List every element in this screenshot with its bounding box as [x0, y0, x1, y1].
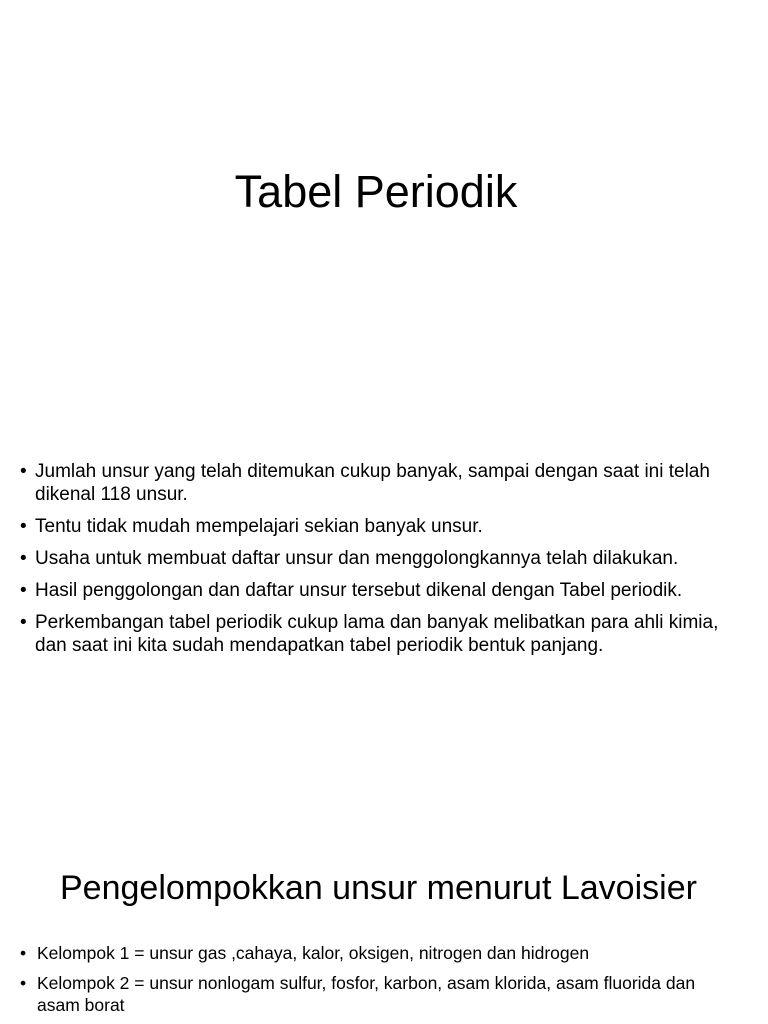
- list-item-text: Usaha untuk membuat daftar unsur dan menggolongkannya telah dilakukan.: [35, 548, 679, 569]
- list-item: [20, 547, 750, 570]
- group-list: [20, 942, 700, 1024]
- list-item: [20, 972, 700, 1016]
- bullet-list: [20, 460, 750, 666]
- bullet-icon: •: [20, 580, 27, 601]
- bullet-icon: •: [20, 973, 27, 993]
- list-item: [20, 611, 750, 657]
- list-item: [20, 942, 700, 964]
- bullet-icon: •: [20, 516, 27, 537]
- list-item-text: Jumlah unsur yang telah ditemukan cukup banyak, sampai dengan saat ini telah dikenal 118 unsur.: [35, 461, 710, 505]
- slide-title: Tabel Periodik: [234, 166, 518, 217]
- bullet-icon: •: [20, 548, 27, 569]
- list-item: [20, 460, 750, 506]
- bullet-icon: •: [20, 461, 27, 482]
- bullet-icon: •: [20, 612, 27, 633]
- list-item-text: Perkembangan tabel periodik cukup lama dan banyak melibatkan para ahli kimia, dan saat ini kita sudah mendapatkan tabel periodik bentuk panjang.: [35, 612, 719, 656]
- section-title: Pengelompokkan unsur menurut Lavoisier: [60, 869, 697, 907]
- bullet-icon: •: [20, 943, 27, 963]
- list-item-text: Tentu tidak mudah mempelajari sekian banyak unsur.: [35, 516, 483, 537]
- list-item-text: Kelompok 1 = unsur gas ,cahaya, kalor, oksigen, nitrogen dan hidrogen: [37, 943, 590, 963]
- list-item: [20, 515, 750, 538]
- list-item-text: Kelompok 2 = unsur nonlogam sulfur, fosfor, karbon, asam klorida, asam fluorida dan asam borat: [37, 973, 696, 1015]
- list-item: [20, 579, 750, 602]
- list-item-text: Hasil penggolongan dan daftar unsur tersebut dikenal dengan Tabel periodik.: [35, 580, 683, 601]
